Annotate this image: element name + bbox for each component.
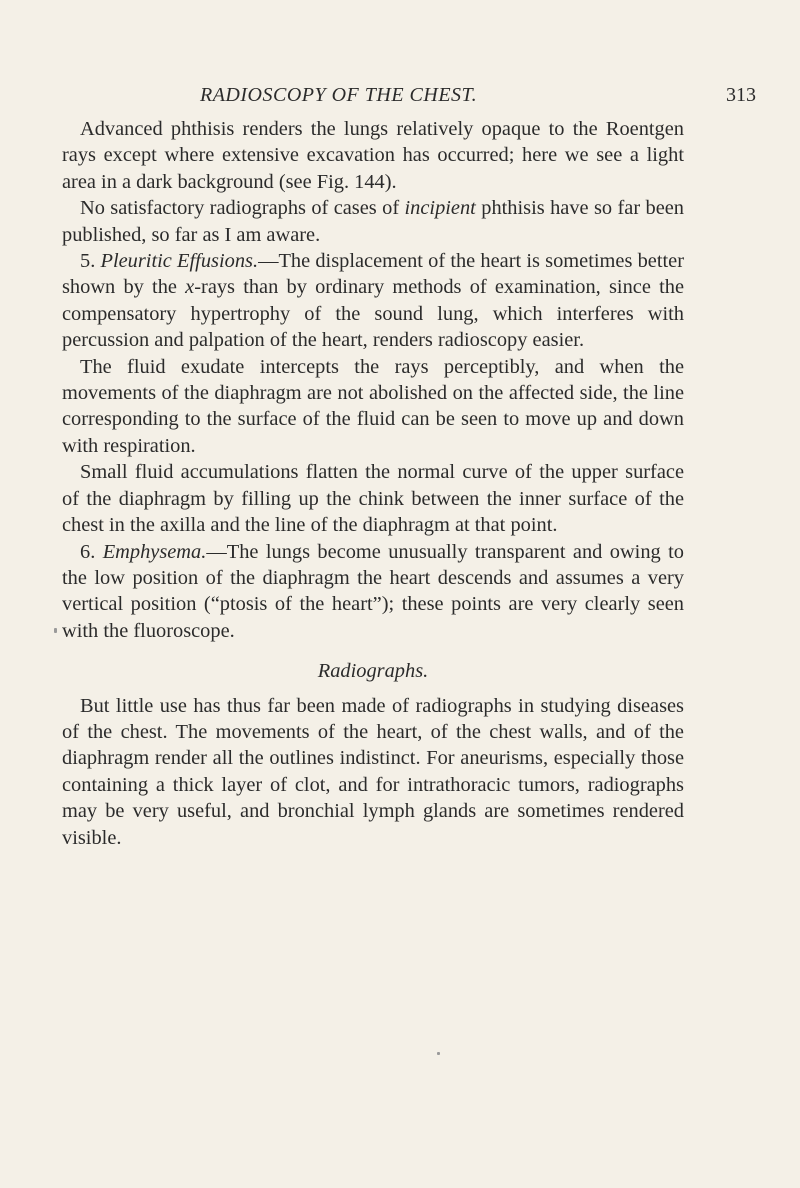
body-text bbox=[62, 116, 684, 851]
section-heading-pleuritic-effusions: Pleuritic Effusions. bbox=[100, 250, 259, 273]
subheading-radiographs: Radiographs. bbox=[317, 660, 429, 683]
p3-x-italic: x bbox=[185, 276, 195, 299]
paper-speck bbox=[437, 1052, 440, 1055]
p3-text-b: -rays than by ordinary methods of examination, since the compensatory hypertrophy of the sound lung, which interferes with percussion and palpation of the heart, renders radioscopy easier. bbox=[62, 276, 684, 352]
paragraph-radiographs: But little use has thus far been made of radiographs in studying diseases of the chest. The movements of the heart, of the chest walls, and of the diaphragm render all the outlines indistinct. For aneurisms, especially those containing a thick layer of clot, and for intrathoracic tumors, radiographs may be very useful, and bronchial lymph glands are sometimes rendered visible. bbox=[62, 694, 684, 849]
section-number-6: 6. bbox=[80, 540, 103, 563]
p2-text-a: No satisfactory radiographs of cases of bbox=[80, 197, 405, 220]
paragraph-pleuritic-effusions bbox=[62, 248, 684, 354]
page-number: 313 bbox=[726, 84, 756, 106]
paragraph-incipient-phthisis bbox=[62, 195, 684, 248]
running-title: RADIOSCOPY OF THE CHEST. bbox=[200, 84, 478, 106]
p2-text-b: phthisis have so far been published, so far as I am aware. bbox=[62, 197, 684, 246]
paragraph-emphysema bbox=[62, 539, 684, 645]
paragraph-fluid-exudate: The fluid exudate intercepts the rays perceptibly, and when the movements of the diaphragm are not abolished on the affected side, the line corresponding to the surface of the fluid can be seen to move up and down with respiration. bbox=[62, 355, 684, 457]
p3-text-a: —The displacement of the heart is sometimes better shown by the bbox=[62, 250, 685, 299]
p6-text: —The lungs become unusually transparent and owing to the low position of the diaphragm the heart descends and assumes a very vertical position (“ptosis of the heart”); these points are very clearly seen with the fluoroscope. bbox=[62, 540, 684, 642]
paper-speck bbox=[54, 628, 57, 633]
p2-emphasis: incipient bbox=[404, 197, 476, 220]
section-number-5: 5. bbox=[80, 250, 101, 273]
paragraph-advanced-phthisis: Advanced phthisis renders the lungs relatively opaque to the Roentgen rays except where extensive excavation has occurred; here we see a light area in a dark background (see Fig. 144). bbox=[62, 118, 684, 193]
paragraph-small-fluid: Small fluid accumulations flatten the normal curve of the upper surface of the diaphragm by filling up the chink between the inner surface of the chest in the axilla and the line of the diaphragm at that point. bbox=[62, 461, 684, 537]
section-heading-emphysema: Emphysema. bbox=[102, 540, 207, 563]
page-header bbox=[0, 84, 800, 114]
